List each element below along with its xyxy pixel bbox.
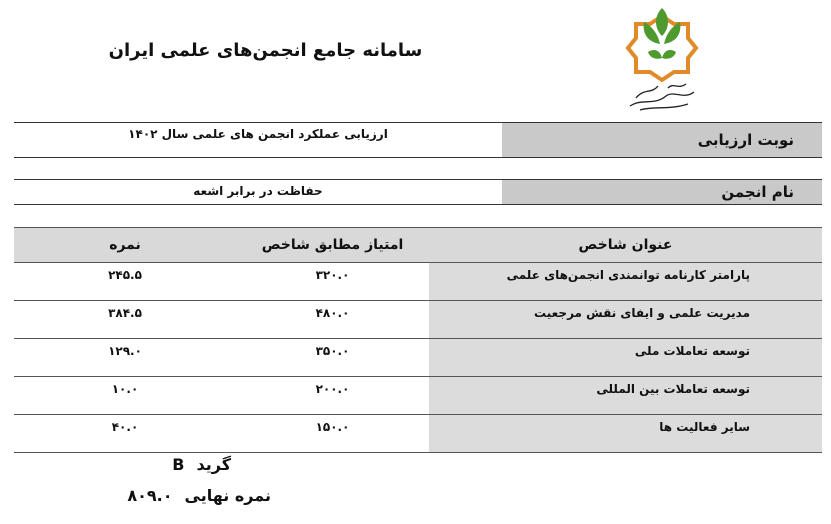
- header-score: نمره: [14, 228, 236, 263]
- evaluation-round-label: نوبت ارزیابی: [502, 123, 822, 157]
- indicator-title: مدیریت علمی و ایفای نقش مرجعیت: [429, 301, 822, 339]
- indicator-title: پارامتر کارنامه توانمندی انجمن‌های علمی: [429, 263, 822, 301]
- indicator-title: سایر فعالیت ها: [429, 415, 822, 453]
- table-row: [14, 415, 822, 453]
- page-title: سامانه جامع انجمن‌های علمی ایران: [108, 40, 423, 61]
- indicator-max: ۴۸۰.۰: [236, 301, 429, 339]
- indicator-title: توسعه تعاملات بین المللی: [429, 377, 822, 415]
- indicator-score: ۳۸۴.۵: [14, 301, 236, 339]
- table-row: [14, 301, 822, 339]
- indicator-max: ۱۵۰.۰: [236, 415, 429, 453]
- evaluation-round-row: [14, 122, 822, 158]
- table-header-row: [14, 228, 822, 263]
- grade-label: گرید: [196, 455, 231, 474]
- indicator-title: توسعه تعاملات ملی: [429, 339, 822, 377]
- table-row: [14, 263, 822, 301]
- table-row: [14, 377, 822, 415]
- association-name-value: حفاظت در برابر اشعه: [193, 184, 323, 198]
- grade-value: B: [172, 455, 185, 474]
- final-score-label: نمره نهایی: [184, 486, 271, 505]
- final-score-value: ۸۰۹.۰: [127, 486, 173, 505]
- iran-scientific-associations-logo: [618, 2, 706, 114]
- indicator-score: ۴۰.۰: [14, 415, 236, 453]
- evaluation-round-value: ارزیابی عملکرد انجمن های علمی سال ۱۴۰۲: [128, 127, 388, 141]
- indicator-score: ۱۲۹.۰: [14, 339, 236, 377]
- indicator-score: ۱۰.۰: [14, 377, 236, 415]
- header-indicator-title: عنوان شاخص: [429, 228, 822, 263]
- indicator-max: ۳۵۰.۰: [236, 339, 429, 377]
- association-name-row: [14, 179, 822, 205]
- indicator-max: ۲۰۰.۰: [236, 377, 429, 415]
- table-row: [14, 339, 822, 377]
- grade-row: [172, 455, 231, 474]
- final-score-row: [127, 486, 271, 505]
- indicator-max: ۳۲۰.۰: [236, 263, 429, 301]
- header-max-points: امتیاز مطابق شاخص: [236, 228, 429, 263]
- indicator-score-table: [14, 227, 822, 453]
- indicator-score: ۲۴۵.۵: [14, 263, 236, 301]
- association-name-label: نام انجمن: [502, 180, 822, 204]
